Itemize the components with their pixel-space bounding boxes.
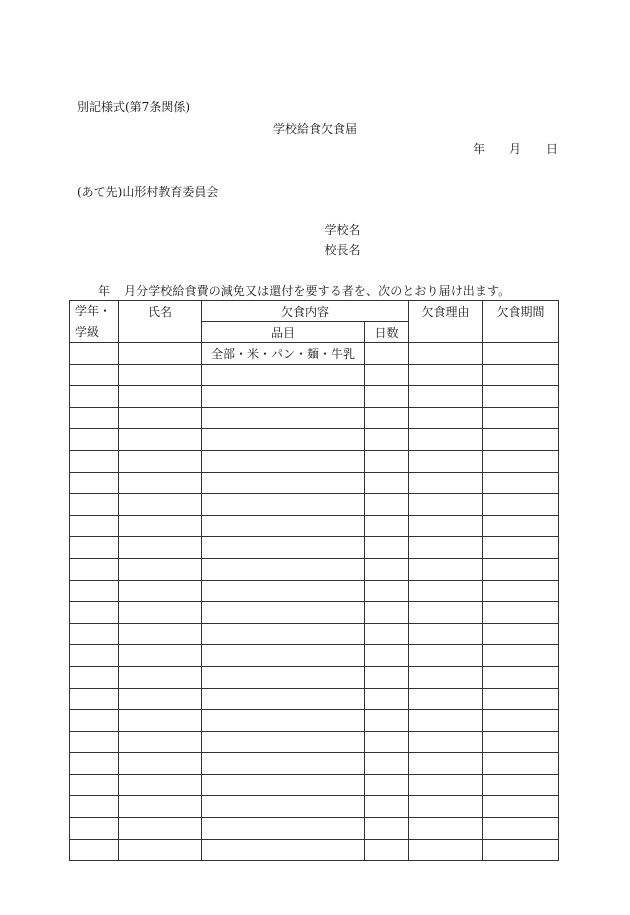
- header-absence-content: 欠食内容: [202, 301, 409, 322]
- reason-cell[interactable]: [409, 774, 483, 796]
- days-cell[interactable]: [365, 602, 409, 624]
- grade-cell[interactable]: [70, 818, 119, 840]
- table-row: [70, 710, 559, 732]
- name-cell[interactable]: [119, 753, 202, 775]
- name-cell[interactable]: [119, 364, 202, 386]
- reason-cell[interactable]: [409, 688, 483, 710]
- grade-cell[interactable]: [70, 623, 119, 645]
- period-cell[interactable]: [483, 731, 559, 753]
- name-cell[interactable]: [119, 580, 202, 602]
- period-cell[interactable]: [483, 710, 559, 732]
- reason-cell[interactable]: [409, 818, 483, 840]
- item-cell[interactable]: [202, 580, 365, 602]
- date-year-label: 年: [473, 142, 486, 156]
- item-cell[interactable]: [202, 386, 365, 408]
- date-month-label: 月: [509, 142, 522, 156]
- period-cell[interactable]: [483, 839, 559, 861]
- item-cell[interactable]: [202, 364, 365, 386]
- item-cell[interactable]: 全部・米・パン・麺・牛乳: [202, 343, 365, 365]
- name-cell[interactable]: [119, 343, 202, 365]
- header-days: 日数: [365, 322, 409, 343]
- grade-cell[interactable]: [70, 753, 119, 775]
- table-row: [70, 602, 559, 624]
- period-cell[interactable]: [483, 688, 559, 710]
- period-cell[interactable]: [483, 494, 559, 516]
- days-cell[interactable]: [365, 515, 409, 537]
- grade-cell[interactable]: [70, 774, 119, 796]
- period-cell[interactable]: [483, 558, 559, 580]
- days-cell[interactable]: [365, 753, 409, 775]
- table-body: [70, 343, 559, 861]
- days-cell[interactable]: [365, 580, 409, 602]
- days-cell[interactable]: [365, 839, 409, 861]
- principal-name-label: 校長名: [324, 243, 361, 257]
- header-grade-line2: 学級: [75, 325, 100, 339]
- form-reference: 別記様式(第7条関係): [77, 100, 190, 114]
- days-cell[interactable]: [365, 472, 409, 494]
- reason-cell[interactable]: [409, 731, 483, 753]
- period-cell[interactable]: [483, 774, 559, 796]
- header-grade-line1: 学年・: [75, 304, 112, 318]
- table-row: [70, 450, 559, 472]
- days-cell[interactable]: [365, 688, 409, 710]
- period-cell[interactable]: [483, 580, 559, 602]
- days-cell[interactable]: [365, 774, 409, 796]
- name-cell[interactable]: [119, 688, 202, 710]
- period-cell[interactable]: [483, 407, 559, 429]
- reason-cell[interactable]: [409, 666, 483, 688]
- item-cell[interactable]: [202, 818, 365, 840]
- days-cell[interactable]: [365, 558, 409, 580]
- table-row: [70, 429, 559, 451]
- table-row: [70, 343, 559, 365]
- table-row: [70, 407, 559, 429]
- period-cell[interactable]: [483, 472, 559, 494]
- grade-cell[interactable]: [70, 364, 119, 386]
- name-cell[interactable]: [119, 839, 202, 861]
- period-cell[interactable]: [483, 386, 559, 408]
- table-row: [70, 515, 559, 537]
- reason-cell[interactable]: [409, 450, 483, 472]
- table-row: [70, 537, 559, 559]
- item-cell[interactable]: [202, 602, 365, 624]
- days-cell[interactable]: [365, 494, 409, 516]
- item-cell[interactable]: [202, 796, 365, 818]
- grade-cell[interactable]: [70, 796, 119, 818]
- name-cell[interactable]: [119, 407, 202, 429]
- period-cell[interactable]: [483, 623, 559, 645]
- table-row: [70, 796, 559, 818]
- period-cell[interactable]: [483, 429, 559, 451]
- item-cell[interactable]: [202, 774, 365, 796]
- header-absence-reason: 欠食理由: [409, 301, 483, 343]
- name-cell[interactable]: [119, 450, 202, 472]
- reason-cell[interactable]: [409, 364, 483, 386]
- table-row: [70, 472, 559, 494]
- name-cell[interactable]: [119, 515, 202, 537]
- item-cell[interactable]: [202, 472, 365, 494]
- days-cell[interactable]: [365, 818, 409, 840]
- name-cell[interactable]: [119, 472, 202, 494]
- table-row: [70, 818, 559, 840]
- item-cell[interactable]: [202, 753, 365, 775]
- period-cell[interactable]: [483, 537, 559, 559]
- days-cell[interactable]: [365, 386, 409, 408]
- name-cell[interactable]: [119, 666, 202, 688]
- grade-cell[interactable]: [70, 602, 119, 624]
- grade-cell[interactable]: [70, 580, 119, 602]
- item-cell[interactable]: [202, 537, 365, 559]
- table-row: [70, 645, 559, 667]
- period-cell[interactable]: [483, 515, 559, 537]
- date-day-label: 日: [546, 142, 559, 156]
- period-cell[interactable]: [483, 666, 559, 688]
- item-cell[interactable]: [202, 407, 365, 429]
- item-cell[interactable]: [202, 839, 365, 861]
- days-cell[interactable]: [365, 710, 409, 732]
- days-cell[interactable]: [365, 407, 409, 429]
- name-cell[interactable]: [119, 429, 202, 451]
- name-cell[interactable]: [119, 537, 202, 559]
- reason-cell[interactable]: [409, 386, 483, 408]
- days-cell[interactable]: [365, 666, 409, 688]
- header-name: 氏名: [119, 301, 202, 343]
- grade-cell[interactable]: [70, 558, 119, 580]
- header-item: 品目: [202, 322, 365, 343]
- period-cell[interactable]: [483, 602, 559, 624]
- period-cell[interactable]: [483, 796, 559, 818]
- statement-text: 月分学校給食費の減免又は還付を要する者を、次のとおり届け出ます。: [124, 284, 511, 298]
- reason-cell[interactable]: [409, 558, 483, 580]
- period-cell[interactable]: [483, 645, 559, 667]
- name-cell[interactable]: [119, 645, 202, 667]
- table-row: [70, 688, 559, 710]
- grade-cell[interactable]: [70, 537, 119, 559]
- period-cell[interactable]: [483, 343, 559, 365]
- reason-cell[interactable]: [409, 537, 483, 559]
- reason-cell[interactable]: [409, 623, 483, 645]
- reason-cell[interactable]: [409, 602, 483, 624]
- grade-cell[interactable]: [70, 386, 119, 408]
- table-row: [70, 558, 559, 580]
- item-cell[interactable]: [202, 688, 365, 710]
- name-cell[interactable]: [119, 623, 202, 645]
- header-grade-class: [70, 301, 119, 343]
- grade-cell[interactable]: [70, 645, 119, 667]
- grade-cell[interactable]: [70, 429, 119, 451]
- absence-table: [69, 300, 559, 861]
- header-absence-period: 欠食期間: [483, 301, 559, 343]
- table-row: [70, 839, 559, 861]
- grade-cell[interactable]: [70, 407, 119, 429]
- reason-cell[interactable]: [409, 839, 483, 861]
- table-row: [70, 623, 559, 645]
- days-cell[interactable]: [365, 731, 409, 753]
- item-cell[interactable]: [202, 623, 365, 645]
- reason-cell[interactable]: [409, 343, 483, 365]
- reason-cell[interactable]: [409, 710, 483, 732]
- grade-cell[interactable]: [70, 666, 119, 688]
- table-row: [70, 666, 559, 688]
- name-cell[interactable]: [119, 774, 202, 796]
- item-cell[interactable]: [202, 558, 365, 580]
- name-cell[interactable]: [119, 602, 202, 624]
- table-row: [70, 753, 559, 775]
- table-row: [70, 774, 559, 796]
- days-cell[interactable]: [365, 623, 409, 645]
- reason-cell[interactable]: [409, 472, 483, 494]
- table-row: [70, 364, 559, 386]
- school-name-label: 学校名: [324, 223, 361, 237]
- days-cell[interactable]: [365, 364, 409, 386]
- item-cell[interactable]: [202, 645, 365, 667]
- reason-cell[interactable]: [409, 645, 483, 667]
- grade-cell[interactable]: [70, 450, 119, 472]
- reason-cell[interactable]: [409, 796, 483, 818]
- addressee: (あて先)山形村教育委員会: [77, 185, 219, 199]
- grade-cell[interactable]: [70, 515, 119, 537]
- days-cell[interactable]: [365, 429, 409, 451]
- name-cell[interactable]: [119, 710, 202, 732]
- table-row: [70, 731, 559, 753]
- document-title: 学校給食欠食届: [272, 122, 357, 136]
- grade-cell[interactable]: [70, 472, 119, 494]
- days-cell[interactable]: [365, 537, 409, 559]
- item-cell[interactable]: [202, 666, 365, 688]
- item-cell[interactable]: [202, 429, 365, 451]
- item-cell[interactable]: [202, 710, 365, 732]
- days-cell[interactable]: [365, 450, 409, 472]
- grade-cell[interactable]: [70, 688, 119, 710]
- reason-cell[interactable]: [409, 429, 483, 451]
- reason-cell[interactable]: [409, 407, 483, 429]
- item-cell[interactable]: [202, 494, 365, 516]
- item-cell[interactable]: [202, 515, 365, 537]
- name-cell[interactable]: [119, 494, 202, 516]
- grade-cell[interactable]: [70, 343, 119, 365]
- reason-cell[interactable]: [409, 580, 483, 602]
- reason-cell[interactable]: [409, 494, 483, 516]
- table-row: [70, 494, 559, 516]
- grade-cell[interactable]: [70, 710, 119, 732]
- name-cell[interactable]: [119, 386, 202, 408]
- statement-year-label: 年: [98, 284, 111, 298]
- name-cell[interactable]: [119, 796, 202, 818]
- period-cell[interactable]: [483, 753, 559, 775]
- days-cell[interactable]: [365, 796, 409, 818]
- name-cell[interactable]: [119, 731, 202, 753]
- name-cell[interactable]: [119, 818, 202, 840]
- item-cell[interactable]: [202, 731, 365, 753]
- name-cell[interactable]: [119, 558, 202, 580]
- grade-cell[interactable]: [70, 839, 119, 861]
- period-cell[interactable]: [483, 364, 559, 386]
- grade-cell[interactable]: [70, 731, 119, 753]
- reason-cell[interactable]: [409, 515, 483, 537]
- days-cell[interactable]: [365, 343, 409, 365]
- table-row: [70, 386, 559, 408]
- item-cell[interactable]: [202, 450, 365, 472]
- grade-cell[interactable]: [70, 494, 119, 516]
- period-cell[interactable]: [483, 818, 559, 840]
- reason-cell[interactable]: [409, 753, 483, 775]
- period-cell[interactable]: [483, 450, 559, 472]
- days-cell[interactable]: [365, 645, 409, 667]
- table-row: [70, 580, 559, 602]
